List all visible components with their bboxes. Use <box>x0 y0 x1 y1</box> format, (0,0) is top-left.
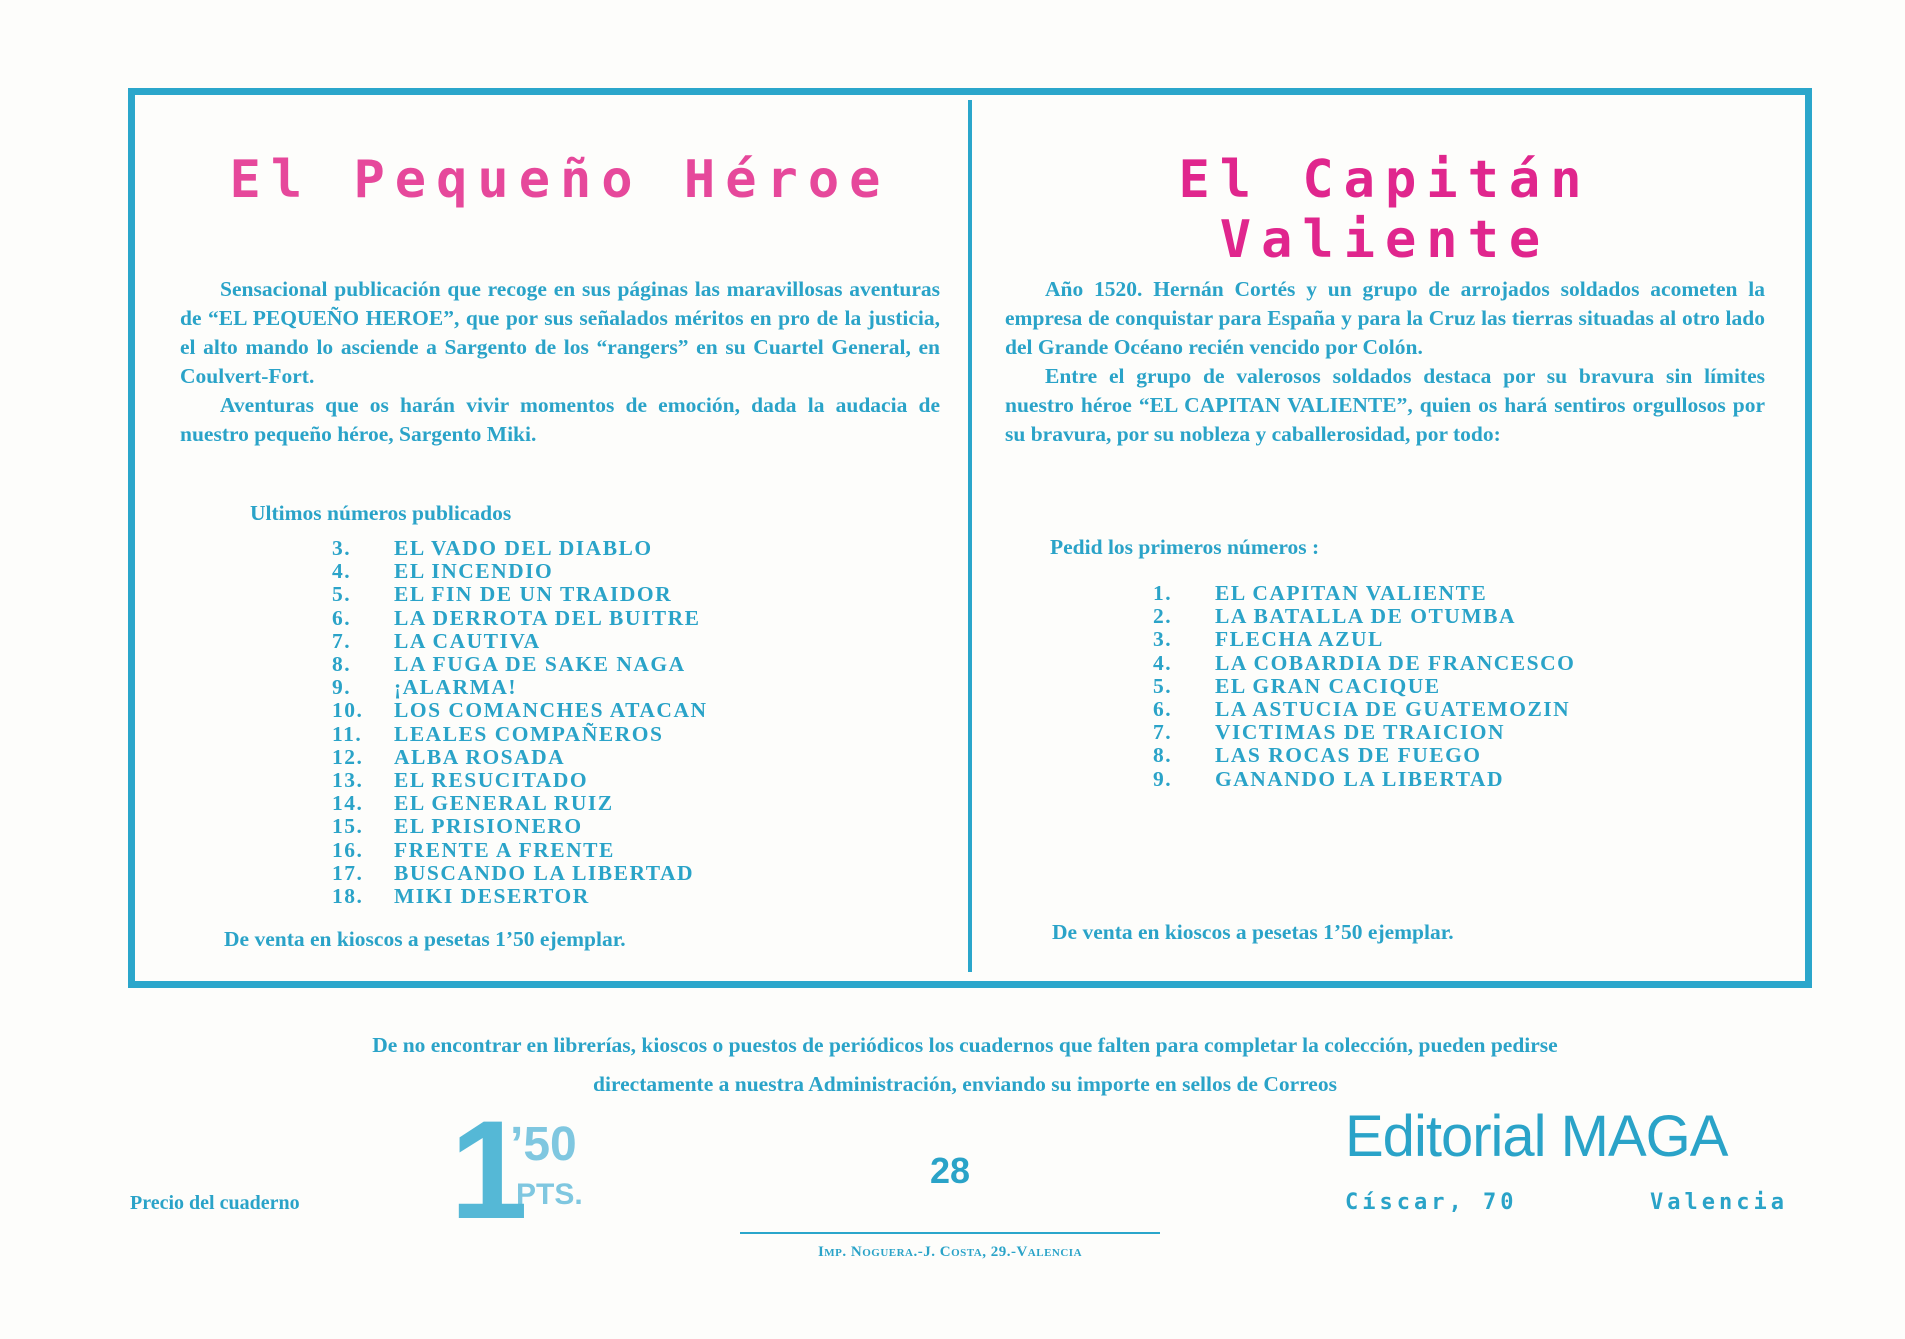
right-panel-paragraph-1: Año 1520. Hernán Cortés y un grupo de arrojados soldados acometen la empresa de conquistar para España y para la Cruz las tierras situadas al otro lado del Grande Océano recién vencido por Colón. <box>1005 277 1765 359</box>
left-issue-item-title: FRENTE A FRENTE <box>394 837 615 862</box>
left-issue-item <box>332 792 708 815</box>
right-issue-list <box>1153 582 1575 791</box>
right-panel-title: El Capitán Valiente <box>1178 150 1592 270</box>
right-issue-item-title: GANANDO LA LIBERTAD <box>1215 766 1504 791</box>
left-issue-item <box>332 537 708 560</box>
left-issue-item-number: 5. <box>332 582 352 607</box>
right-issue-item <box>1153 652 1575 675</box>
footer-rule <box>740 1232 1160 1234</box>
left-issue-item <box>332 839 708 862</box>
left-issue-item-title: EL INCENDIO <box>394 559 554 584</box>
left-issue-item <box>332 723 708 746</box>
left-issue-item-title: LA DERROTA DEL BUITRE <box>394 605 701 630</box>
left-issue-item-title: LOS COMANCHES ATACAN <box>394 698 708 723</box>
right-issue-item-title: LA BATALLA DE OTUMBA <box>1215 604 1516 629</box>
left-issue-item-title: EL FIN DE UN TRAIDOR <box>394 582 673 607</box>
printer-imprint: Imp. Noguera.-J. Costa, 29.-Valencia <box>817 1244 1083 1260</box>
left-issue-item-title: LEALES COMPAÑEROS <box>394 721 664 746</box>
left-panel-title: El Pequeño Héroe <box>229 150 891 210</box>
left-panel-description <box>180 275 940 449</box>
right-issue-item <box>1153 768 1575 791</box>
right-list-heading: Pedid los primeros números : <box>1050 535 1320 559</box>
right-issue-item-number: 7. <box>1153 720 1173 745</box>
right-issue-item-title: LA ASTUCIA DE GUATEMOZIN <box>1215 697 1571 722</box>
right-issue-item-number: 9. <box>1153 766 1173 791</box>
order-notice-line-2: directamente a nuestra Administración, enviando su importe en sellos de Correos <box>593 1072 1337 1096</box>
right-issue-item-title: EL GRAN CACIQUE <box>1215 673 1441 698</box>
left-issue-item-number: 14. <box>332 791 364 816</box>
order-notice-line-1: De no encontrar en librerías, kioscos o puestos de periódicos los cuadernos que falten para completar la colección, pueden pedirse <box>372 1033 1558 1057</box>
right-issue-item-title: EL CAPITAN VALIENTE <box>1215 581 1488 605</box>
right-issue-item-title: VICTIMAS DE TRAICION <box>1215 720 1506 745</box>
left-issue-item-number: 6. <box>332 605 352 630</box>
left-issue-item-number: 12. <box>332 744 364 769</box>
left-issue-item <box>332 630 708 653</box>
left-issue-item <box>332 607 708 630</box>
left-issue-item-number: 4. <box>332 559 352 584</box>
right-issue-item-number: 1. <box>1153 581 1173 605</box>
left-issue-item-number: 16. <box>332 837 364 862</box>
right-issue-item-number: 3. <box>1153 627 1173 652</box>
right-issue-item <box>1153 582 1575 605</box>
right-issue-item <box>1153 628 1575 651</box>
right-issue-item <box>1153 698 1575 721</box>
left-issue-item-number: 8. <box>332 652 352 677</box>
left-issue-list <box>332 537 708 908</box>
left-issue-item <box>332 769 708 792</box>
left-issue-item-title: LA CAUTIVA <box>394 628 541 653</box>
price-unit: PTS. <box>516 1178 583 1211</box>
right-issue-item-number: 4. <box>1153 650 1173 675</box>
left-issue-item <box>332 560 708 583</box>
left-issue-item-number: 13. <box>332 768 364 793</box>
left-issue-item-title: EL RESUCITADO <box>394 768 589 793</box>
right-issue-item-number: 5. <box>1153 673 1173 698</box>
left-issue-item-number: 3. <box>332 536 352 560</box>
left-issue-item-title: ¡ALARMA! <box>394 675 518 700</box>
right-issue-item-title: FLECHA AZUL <box>1215 627 1384 652</box>
left-issue-item-number: 10. <box>332 698 364 723</box>
left-issue-item-title: EL VADO DEL DIABLO <box>394 536 653 560</box>
left-list-heading: Ultimos números publicados <box>250 501 512 525</box>
price-integer: 1 <box>450 1091 528 1248</box>
left-issue-item <box>332 653 708 676</box>
left-issue-item <box>332 676 708 699</box>
left-issue-item-number: 7. <box>332 628 352 653</box>
left-issue-item-title: MIKI DESERTOR <box>394 884 590 909</box>
right-issue-item-number: 8. <box>1153 743 1173 768</box>
left-issue-item <box>332 583 708 606</box>
right-issue-item-title: LAS ROCAS DE FUEGO <box>1215 743 1482 768</box>
page-number: 28 <box>930 1150 971 1191</box>
publisher-address-city: Valencia <box>1650 1190 1788 1215</box>
left-sale-text: De venta en kioscos a pesetas 1’50 ejemplar. <box>224 927 626 951</box>
right-issue-item-title: LA COBARDIA DE FRANCESCO <box>1215 650 1576 675</box>
left-issue-item-number: 9. <box>332 675 352 700</box>
left-panel-paragraph-1: Sensacional publicación que recoge en sus páginas las maravillosas aventuras de “EL PEQUEÑO HEROE”, que por sus señalados méritos en pro de la justicia, el alto mando lo asciende a Sargento de los “rangers” en su Cuartel General, en Coulvert-Fort. <box>180 277 940 388</box>
left-issue-item-number: 11. <box>332 721 363 746</box>
left-issue-item-number: 17. <box>332 860 364 885</box>
left-issue-item-number: 15. <box>332 814 364 839</box>
right-panel-description <box>1005 275 1765 449</box>
left-issue-item-title: LA FUGA DE SAKE NAGA <box>394 652 686 677</box>
right-sale-text: De venta en kioscos a pesetas 1’50 ejemplar. <box>1052 920 1454 944</box>
left-panel-el-pequeno-heroe <box>180 95 940 975</box>
left-issue-item <box>332 885 708 908</box>
right-issue-item-number: 2. <box>1153 604 1173 629</box>
order-notice <box>110 1026 1820 1104</box>
right-panel-paragraph-2: Entre el grupo de valerosos soldados destaca por su bravura sin límites nuestro héroe “EL CAPITAN VALIENTE”, quien os hará sentiros orgullosos por su bravura, por su nobleza y caballerosidad, por todo: <box>1005 364 1765 446</box>
left-issue-item-title: BUSCANDO LA LIBERTAD <box>394 860 695 885</box>
left-issue-item <box>332 862 708 885</box>
publisher-address-street: Císcar, 70 <box>1345 1190 1518 1215</box>
right-issue-item <box>1153 605 1575 628</box>
price-decimal: ’50 <box>510 1118 577 1171</box>
left-panel-paragraph-2: Aventuras que os harán vivir momentos de emoción, dada la audacia de nuestro pequeño héroe, Sargento Miki. <box>180 393 940 446</box>
left-issue-item <box>332 699 708 722</box>
right-issue-item <box>1153 675 1575 698</box>
left-issue-item <box>332 815 708 838</box>
panel-divider <box>968 100 972 972</box>
left-issue-item-title: EL PRISIONERO <box>394 814 583 839</box>
left-issue-item-title: ALBA ROSADA <box>394 744 566 769</box>
price-label: Precio del cuaderno <box>130 1192 300 1214</box>
right-issue-item <box>1153 744 1575 767</box>
right-panel-el-capitan-valiente <box>1005 95 1765 975</box>
right-issue-item-number: 6. <box>1153 697 1173 722</box>
left-issue-item <box>332 746 708 769</box>
left-issue-item-number: 18. <box>332 884 364 909</box>
right-issue-item <box>1153 721 1575 744</box>
left-issue-item-title: EL GENERAL RUIZ <box>394 791 614 816</box>
publisher-logo: Editorial MAGA <box>1345 1104 1728 1169</box>
